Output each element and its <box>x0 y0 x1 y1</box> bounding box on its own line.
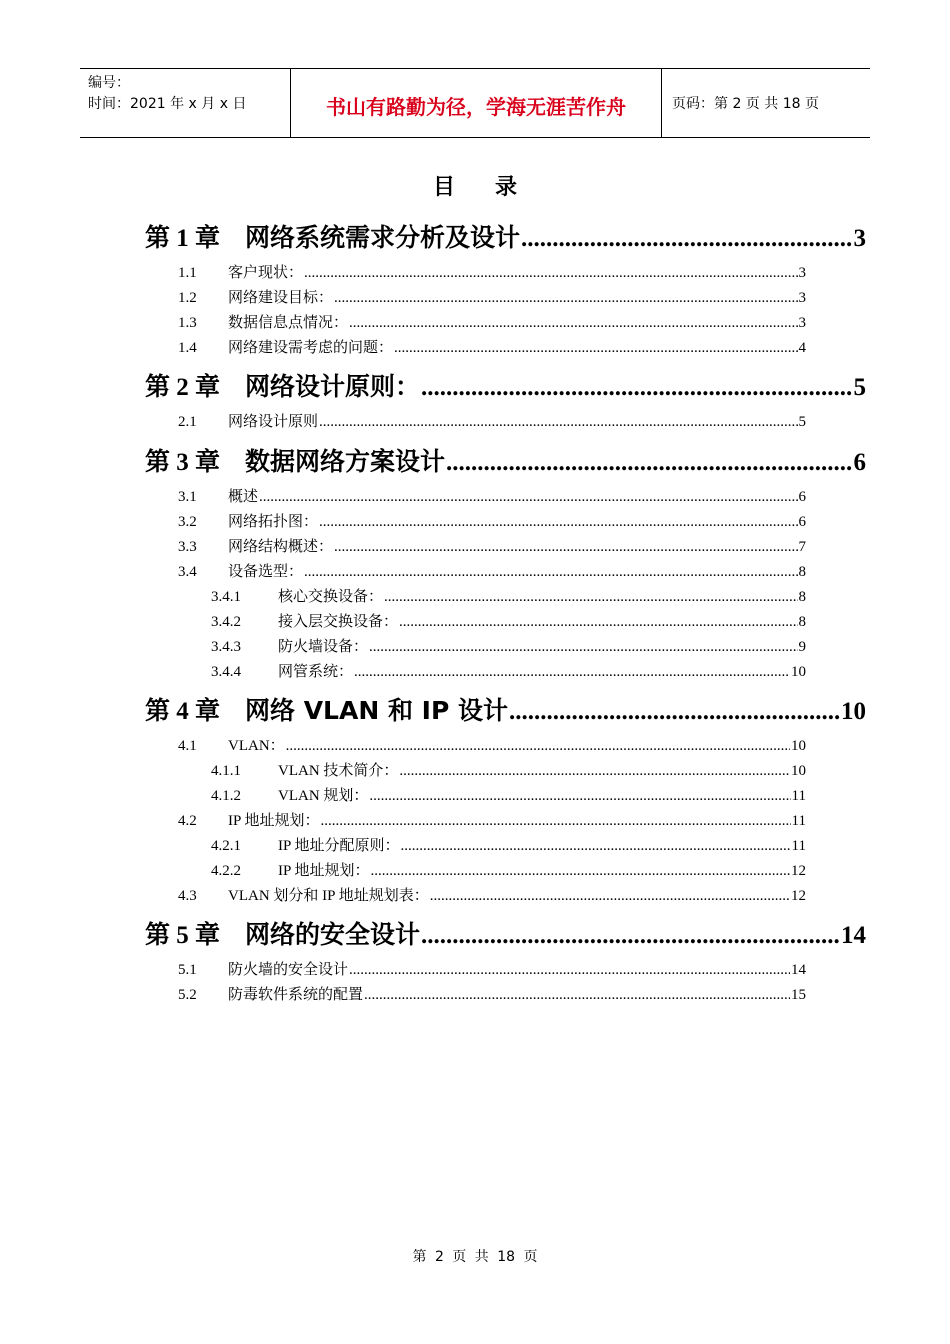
toc-entry-page: 6 <box>798 489 806 505</box>
toc-entry-title: 网络系统需求分析及设计 <box>245 223 521 252</box>
toc-entry-page: 11 <box>791 838 806 854</box>
toc-leader-dots <box>509 698 840 726</box>
toc-leader-dots <box>304 564 797 581</box>
toc-leader-dots <box>319 414 797 431</box>
toc-entry[interactable] <box>211 635 806 657</box>
toc-leader-dots <box>349 315 797 332</box>
toc-entry-page: 6 <box>853 449 866 476</box>
toc-entry-number: 3.4 <box>178 564 197 580</box>
toc-leader-dots <box>394 340 797 357</box>
toc-entry-page: 14 <box>791 962 806 978</box>
toc-entry-title: VLAN 技术简介： <box>278 763 399 779</box>
toc-entry-page: 15 <box>791 987 806 1003</box>
toc-entry-number: 3.3 <box>178 539 197 555</box>
toc-entry-number: 5.2 <box>178 987 197 1003</box>
toc-entry-title: 概述 <box>228 489 259 505</box>
toc-entry[interactable] <box>178 884 806 906</box>
toc-leader-dots <box>369 639 797 656</box>
toc-entry-number: 第 5 章 <box>145 922 221 949</box>
toc-entry-title: 防火墙的安全设计 <box>228 962 349 978</box>
toc-entry[interactable] <box>178 958 806 980</box>
toc-entry-number: 3.4.3 <box>211 639 241 655</box>
toc-entry[interactable] <box>178 261 806 283</box>
toc-entry-title: VLAN 规划： <box>278 788 369 804</box>
toc-entry[interactable] <box>178 535 806 557</box>
time-label: 时间：2021 年 x 月 x 日 <box>88 96 247 112</box>
toc-entry-page: 10 <box>791 664 806 680</box>
toc-leader-dots <box>371 863 790 880</box>
toc-entry-number: 4.1 <box>178 738 197 754</box>
toc-entry-page: 11 <box>791 788 806 804</box>
header-page-label: 页码：第 2 页 共 18 页 <box>672 96 819 112</box>
toc-entry-page: 10 <box>841 698 866 725</box>
toc-entry[interactable] <box>178 410 806 432</box>
toc-entry-title: 网络建设目标： <box>228 290 334 306</box>
toc-entry[interactable] <box>211 759 806 781</box>
header-meta <box>80 69 291 137</box>
toc-leader-dots <box>401 838 791 855</box>
toc-entry-page: 8 <box>798 614 806 630</box>
toc-entry[interactable] <box>211 585 806 607</box>
toc-leader-dots <box>354 664 790 681</box>
toc-entry-title: 网络建设需考虑的问题： <box>228 340 394 356</box>
toc-entry-page: 10 <box>791 738 806 754</box>
page-footer: 第 2 页 共 18 页 <box>412 1249 538 1265</box>
toc-entry[interactable] <box>178 336 806 358</box>
toc-leader-dots <box>384 589 797 606</box>
toc-entry-number: 第 1 章 <box>145 225 221 252</box>
toc-entry-title: 网络的安全设计 <box>245 920 421 949</box>
toc-entry-title: 防毒软件系统的配置 <box>228 987 364 1003</box>
toc-entry[interactable] <box>211 859 806 881</box>
toc-leader-dots <box>399 763 790 780</box>
toc-entry[interactable] <box>178 485 806 507</box>
toc-entry-number: 4.1.2 <box>211 788 241 804</box>
toc-leader-dots <box>334 539 797 556</box>
toc-leader-dots <box>421 922 840 950</box>
toc-leader-dots <box>430 888 790 905</box>
header-motto: 书山有路勤为径，学海无涯苦作舟 <box>291 69 662 137</box>
toc-entry-title: 设备选型： <box>228 564 304 580</box>
toc-entry-number: 3.4.2 <box>211 614 241 630</box>
toc-entry-page: 7 <box>798 539 806 555</box>
toc-entry-title: VLAN： <box>228 738 285 754</box>
toc-leader-dots <box>334 290 797 307</box>
toc-title: 目录 <box>432 175 557 200</box>
toc-entry-page: 4 <box>798 340 806 356</box>
page-header <box>80 68 870 138</box>
toc-entry-title: 网络设计原则 <box>228 414 319 430</box>
toc-entry[interactable] <box>145 442 866 476</box>
toc-entry[interactable] <box>178 983 806 1005</box>
toc-entry[interactable] <box>145 691 866 725</box>
toc-entry-number: 2.1 <box>178 414 197 430</box>
toc-entry-title: 核心交换设备： <box>278 589 384 605</box>
toc-entry-title: IP 地址分配原则： <box>278 838 400 854</box>
toc-entry-title: 接入层交换设备： <box>278 614 399 630</box>
toc-entry-number: 3.4.1 <box>211 589 241 605</box>
toc-entry-title: 网络结构概述： <box>228 539 334 555</box>
toc-entry-page: 12 <box>791 863 806 879</box>
toc-entry[interactable] <box>145 218 866 252</box>
toc-entry[interactable] <box>178 809 806 831</box>
toc-entry[interactable] <box>178 734 806 756</box>
toc-entry-number: 第 2 章 <box>145 374 221 401</box>
toc-entry-number: 1.2 <box>178 290 197 306</box>
toc-entry-number: 4.1.1 <box>211 763 241 779</box>
toc-leader-dots <box>446 449 852 477</box>
toc-entry[interactable] <box>178 510 806 532</box>
toc-entry-number: 3.4.4 <box>211 664 241 680</box>
toc-entry-page: 12 <box>791 888 806 904</box>
toc-entry-title: 防火墙设备： <box>278 639 369 655</box>
toc-entry-title: 数据网络方案设计 <box>245 447 446 476</box>
toc-entry-title: IP 地址规划： <box>228 813 320 829</box>
toc-leader-dots <box>304 265 797 282</box>
toc-entry-number: 5.1 <box>178 962 197 978</box>
toc-entry-number: 1.1 <box>178 265 197 281</box>
toc-entry[interactable] <box>145 915 866 949</box>
toc-entry-number: 4.2.2 <box>211 863 241 879</box>
toc-entry-title: 网管系统： <box>278 664 354 680</box>
toc-entry-number: 4.2.1 <box>211 838 241 854</box>
toc-entry-number: 3.1 <box>178 489 197 505</box>
toc-entry-title: 客户现状： <box>228 265 304 281</box>
toc-entry-number: 第 3 章 <box>145 449 221 476</box>
toc-entry-page: 14 <box>841 922 866 949</box>
toc-entry-page: 10 <box>791 763 806 779</box>
toc-entry[interactable] <box>211 784 806 806</box>
toc-entry-page: 8 <box>798 589 806 605</box>
toc-entry-number: 1.3 <box>178 315 197 331</box>
toc-entry-title: IP 地址规划： <box>278 863 370 879</box>
toc-entry[interactable] <box>178 311 806 333</box>
toc-entry-page: 9 <box>798 639 806 655</box>
toc-leader-dots <box>399 614 797 631</box>
toc-entry-page: 3 <box>798 315 806 331</box>
toc-entry[interactable] <box>211 834 806 856</box>
toc-entry-number: 1.4 <box>178 340 197 356</box>
toc-entry-number: 4.3 <box>178 888 197 904</box>
toc-entry-page: 11 <box>791 813 806 829</box>
toc-entry-title: VLAN 划分和 IP 地址规划表： <box>228 888 429 904</box>
toc-entry-page: 6 <box>798 514 806 530</box>
toc-leader-dots <box>349 962 790 979</box>
toc-entry-title: 网络拓扑图： <box>228 514 319 530</box>
toc-leader-dots <box>259 489 797 506</box>
toc-leader-dots <box>364 987 790 1004</box>
number-label: 编号： <box>88 75 130 91</box>
toc-entry[interactable] <box>178 560 806 582</box>
toc-entry-page: 3 <box>853 225 866 252</box>
toc-entry-title: 数据信息点情况： <box>228 315 349 331</box>
toc-leader-dots <box>369 788 790 805</box>
toc-entry-page: 5 <box>798 414 806 430</box>
toc-leader-dots <box>319 514 797 531</box>
toc-entry[interactable] <box>211 660 806 682</box>
toc-leader-dots <box>321 813 791 830</box>
toc-entry-title: 网络 VLAN 和 IP 设计 <box>245 696 508 725</box>
toc-entry-page: 8 <box>798 564 806 580</box>
toc-entry[interactable] <box>178 286 806 308</box>
toc-entry-page: 3 <box>798 265 806 281</box>
toc-leader-dots <box>421 374 852 402</box>
toc-leader-dots <box>521 225 852 253</box>
toc-entry-page: 5 <box>853 374 866 401</box>
toc-entry[interactable] <box>211 610 806 632</box>
toc-leader-dots <box>286 738 790 755</box>
toc-entry-page: 3 <box>798 290 806 306</box>
toc-entry[interactable] <box>145 367 866 401</box>
toc-entry-number: 第 4 章 <box>145 698 221 725</box>
toc-entry-title: 网络设计原则： <box>245 372 421 401</box>
toc-entry-number: 3.2 <box>178 514 197 530</box>
toc-entry-number: 4.2 <box>178 813 197 829</box>
